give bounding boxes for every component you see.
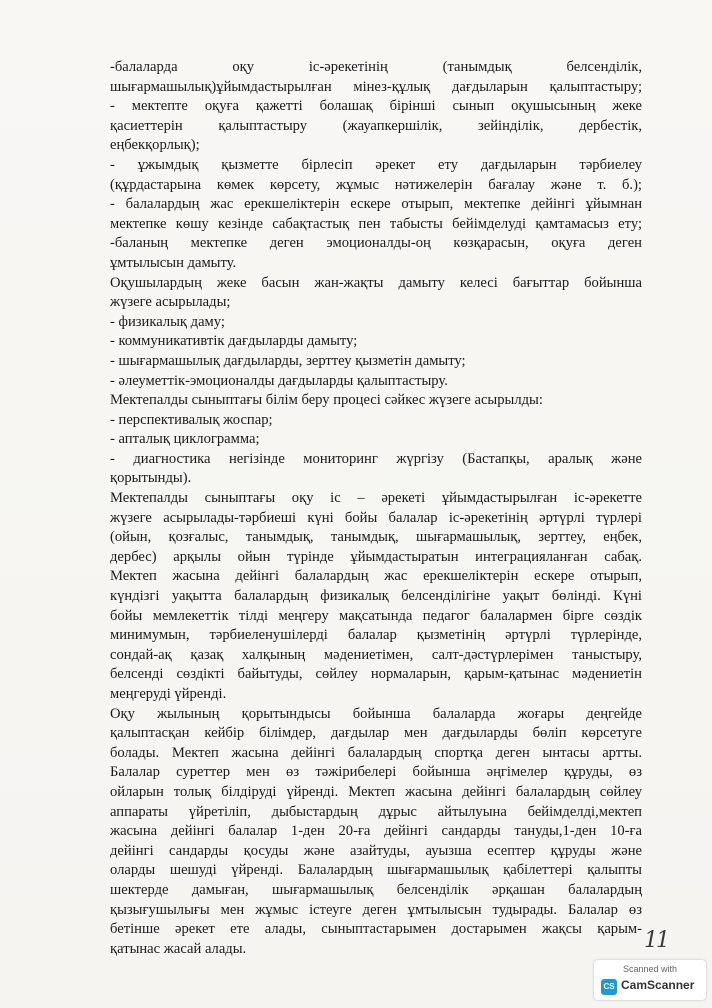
text-line: меңгеруді үйренді. (110, 686, 227, 702)
text-line: сондай-ақ қазақ халқының мәдениетімен, салт-дәстүрлерімен таныстыру, (110, 646, 642, 663)
text-line: Мектепалды сыныптағы білім беру процесі сәйкес жүзеге асырылды: (110, 392, 543, 409)
text-line: -балаларда оқу іс-әрекетінің (танымдық белсенділік, (110, 59, 642, 75)
text-line: қалыптасқан кейбір білімдер, дағдылар мен дағдыларды бөліп көрсетуге (110, 725, 642, 742)
camscanner-logo-icon: CS (601, 979, 617, 995)
text-line: белсенді сөздікті байытуды, сөйлеу нормаларын, қарым-қатынас мәдениетін (110, 666, 642, 683)
text-line: дейінгі сандарды қосуды және азайтуды, ауызша есептер құруды және (110, 842, 642, 859)
text-line: Оқу жылының қорытындысы бойынша балаларда жоғары деңгейде (110, 705, 642, 722)
text-line: дербес) арқылы ойын түрінде ұйымдастыратын интеграцияланған сабақ. (110, 548, 642, 565)
text-line: минимумын, тәрбиеленушілерді балалар қызметінің әртүрлі түрлерінде, (110, 627, 642, 644)
text-line: -баланың мектепке деген эмоционалды-оң көзқарасын, оқуға деген (110, 235, 642, 252)
text-line: - физикалық даму; (110, 313, 225, 330)
text-line: ойларын толық білдіруді үйренді. Мектеп жасына дейінгі балалардың сөйлеу (110, 783, 642, 800)
text-line: жүзеге асырылады; (110, 294, 231, 311)
text-line: жасына дейінгі балалар 1-ден 20-ға дейінгі сандарды тануды,1-ден 10-ға (110, 823, 642, 840)
camscanner-watermark (594, 960, 706, 1000)
text-line: - коммуникативтік дағдыларды дамыту; (110, 333, 358, 350)
text-line: мектепке көшу кезінде сабақтастық пен табысты бейімделуді қамтамасыз ету; (110, 215, 642, 232)
text-line: қасиеттерін қалыптастыру (жауапкершілік, зейінділік, дербестік, (110, 117, 642, 134)
text-line: Балалар суреттер мен өз тәжірибелері бойынша әңгімелер құруды, өз (110, 764, 642, 781)
page-number: 11 (644, 928, 668, 953)
text-line: күндізгі уақытта балалардың физикалық белсенділігіне уақыт бөлінді. Күні (110, 588, 642, 605)
document-body (110, 58, 642, 959)
text-line: бойы мемлекеттік тілді меңгеру мақсатында педагог балалармен бірге сөздік (110, 607, 642, 624)
text-line: еңбекқорлық); (110, 137, 200, 154)
text-line: ұмтылысын дамыту. (110, 254, 237, 271)
text-line: оларды шешуді үйренді. Балалардың шығармашылық қабілеттері қалыпты (110, 862, 642, 879)
text-line: қызығушылығы мен жұмыс істеуге деген ұмтылысын тудырады. Балалар өз (110, 901, 642, 918)
watermark-caption: Scanned with (622, 964, 678, 974)
text-line: - диагностика негізінде мониторинг жүргізу (Бастапқы, аралық және (110, 450, 642, 467)
text-line: - апталық циклограмма; (110, 431, 260, 448)
text-line: болады. Мектеп жасына дейінгі балалардың спортқа деген ынтасы артты. (110, 744, 642, 761)
text-line: бетінше әрекет ете алады, сыныптастарымен достарымен жақсы қарым- (110, 921, 642, 938)
text-line: шектерде дамыған, шығармашылық белсенділік әрқашан балалардың (110, 881, 642, 898)
text-line: аппараты үйретіліп, дыбыстардың дұрыс айтылуына бейімделді,мектеп (110, 803, 642, 820)
text-line: шығармашылық)ұйымдастырылған мінез-құлық дағдыларын қалыптастыру; (110, 78, 642, 95)
text-line: Мектеп жасына дейінгі балалардың жас ерекшеліктерін ескере отырып, (110, 568, 642, 585)
text-line: қорытынды). (110, 470, 192, 487)
text-line: Оқушылардың жеке басын жан-жақты дамыту келесі бағыттар бойынша (110, 274, 642, 291)
watermark-brand: CamScanner (621, 978, 695, 992)
text-line: жүзеге асырылады-тәрбиеші күні бойы балалар іс-әрекетінің әртүрлі түрлері (110, 509, 642, 526)
text-line: қатынас жасай алады. (110, 940, 247, 957)
text-line: - ұжымдық қызметте бірлесіп әрекет ету дағдыларын тәрбиелеу (110, 156, 642, 173)
text-line: - балалардың жас ерекшеліктерін ескере отырып, мектепке дейінгі ұйымнан (110, 196, 642, 213)
text-line: - мектепте оқуға қажетті болашақ бірінші сынып оқушысының жеке (110, 98, 642, 115)
text-line: (ойын, қозғалыс, танымдық, танымдық, шығармашылық, зерттеу, еңбек, (110, 529, 642, 546)
text-line: - шығармашылық дағдыларды, зерттеу қызметін дамыту; (110, 352, 466, 369)
text-line: - перспективалық жоспар; (110, 411, 273, 428)
text-line: Мектепалды сыныптағы оқу іс – әрекеті ұйымдастырылған іс-әрекетте (110, 490, 642, 507)
text-line: - әлеуметтік-эмоционалды дағдыларды қалыптастыру. (110, 372, 448, 389)
text-line: (құрдастарына көмек көрсету, жұмыс нәтижелерін бағалау және т. б.); (110, 176, 642, 193)
